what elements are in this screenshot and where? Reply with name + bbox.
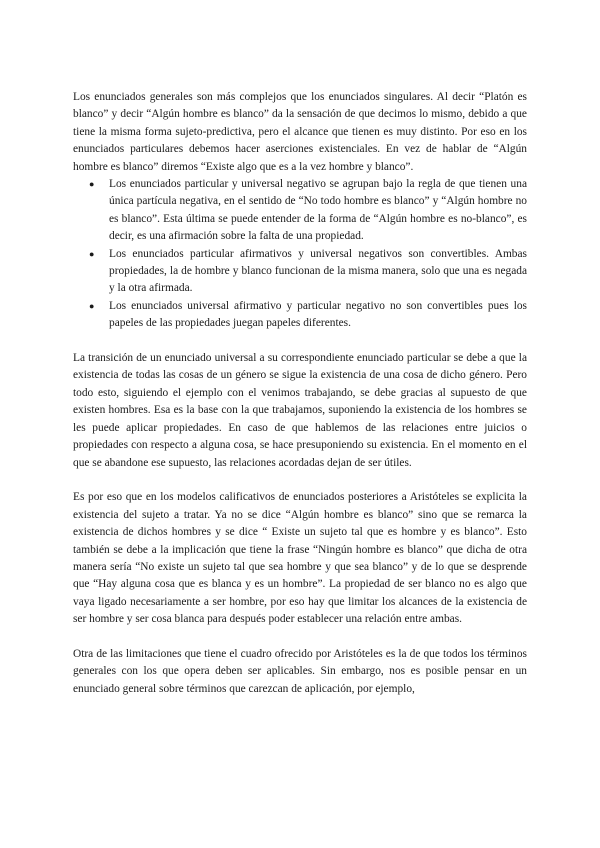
bullet-dot-icon: ● — [89, 300, 95, 311]
paragraph-limitations: Otra de las limitaciones que tiene el cuadro ofrecido por Aristóteles es la de que todos los términos generales con los que opera deben ser aplicables. Sin embargo, nos es posible pensar en un enunciado general sobre términos que carezcan de aplicación, por ejemplo, — [73, 647, 527, 695]
intro-paragraph: Los enunciados generales son más complejos que los enunciados singulares. Al decir “Platón es blanco” y decir “Algún hombre es blanco” da la sensación de que decimos lo mismo, debido a que tiene la misma forma sujeto-predictiva, pero el alcance que tienen es muy distinto. Por eso en los enunciados particulares debemos hacer aserciones existenciales. En vez de hablar de “Algún hombre es blanco” diremos “Existe algo que es a la vez hombre y blanco”. — [73, 91, 527, 173]
bullet-dot-icon: ● — [89, 179, 95, 190]
paragraph-existence: Es por eso que en los modelos calificativos de enunciados posteriores a Aristóteles se explicita la existencia del sujeto a tratar. Ya no se dice “Algún hombre es blanco” sino que se remarca la existencia de dichos hombres y se dice “ Existe un sujeto tal que es hombre y es blanco”. Esto también se debe a la implicación que tiene la frase “Ningún hombre es blanco” que dicha de otra manera sería “No existe un sujeto tal que sea hombre y que sea blanco” y de lo que se desprende que “Hay alguna cosa que es blanca y es un hombre”. La propiedad de ser blanco no es algo que vaya ligado necesariamente a ser hombre, por eso hay que limitar los alcances de la existencia de ser hombre y ser cosa blanca para después poder establecer una relación entre ambas. — [73, 491, 527, 626]
bullet-dot-icon: ● — [89, 248, 95, 259]
document-body — [73, 89, 527, 716]
list-item-text: Los enunciados particular y universal negativo se agrupan bajo la regla de que tienen una única partícula negativa, en el sentido de “No todo hombre es blanco” y “Algún hombre no es blanco”. Esta última se puede entender de la forma de “Algún hombre es no-blanco”, es decir, es una afirmación sobre la falta de una propiedad. — [109, 178, 527, 243]
list-item-text: Los enunciados universal afirmativo y particular negativo no son convertibles pues los papeles de las propiedades juegan papeles diferentes. — [109, 299, 527, 330]
list-item — [89, 298, 527, 333]
rules-list — [73, 176, 527, 333]
list-item — [89, 176, 527, 246]
paragraph-transition: La transición de un enunciado universal a su correspondiente enunciado particular se debe a que la existencia de todas las cosas de un género se sigue la existencia de una cosa de dicho género. Pero todo esto, siguiendo el ejemplo con el venimos trabajando, se debe gracias al supuesto de que existen hombres. Esa es la base con la que trabajamos, suponiendo la existencia de los hombres se les puede aplicar propiedades. En caso de que hablemos de las relaciones entre juicios o propiedades con respecto a alguna cosa, se hace presuponiendo su existencia. En el momento en el que se abandone ese supuesto, las relaciones acordadas dejan de ser útiles. — [73, 352, 527, 469]
list-item-text: Los enunciados particular afirmativos y universal negativos son convertibles. Ambas propiedades, la de hombre y blanco funcionan de la misma manera, solo que una es negada y la otra afirmada. — [109, 247, 527, 295]
list-item — [89, 246, 527, 298]
